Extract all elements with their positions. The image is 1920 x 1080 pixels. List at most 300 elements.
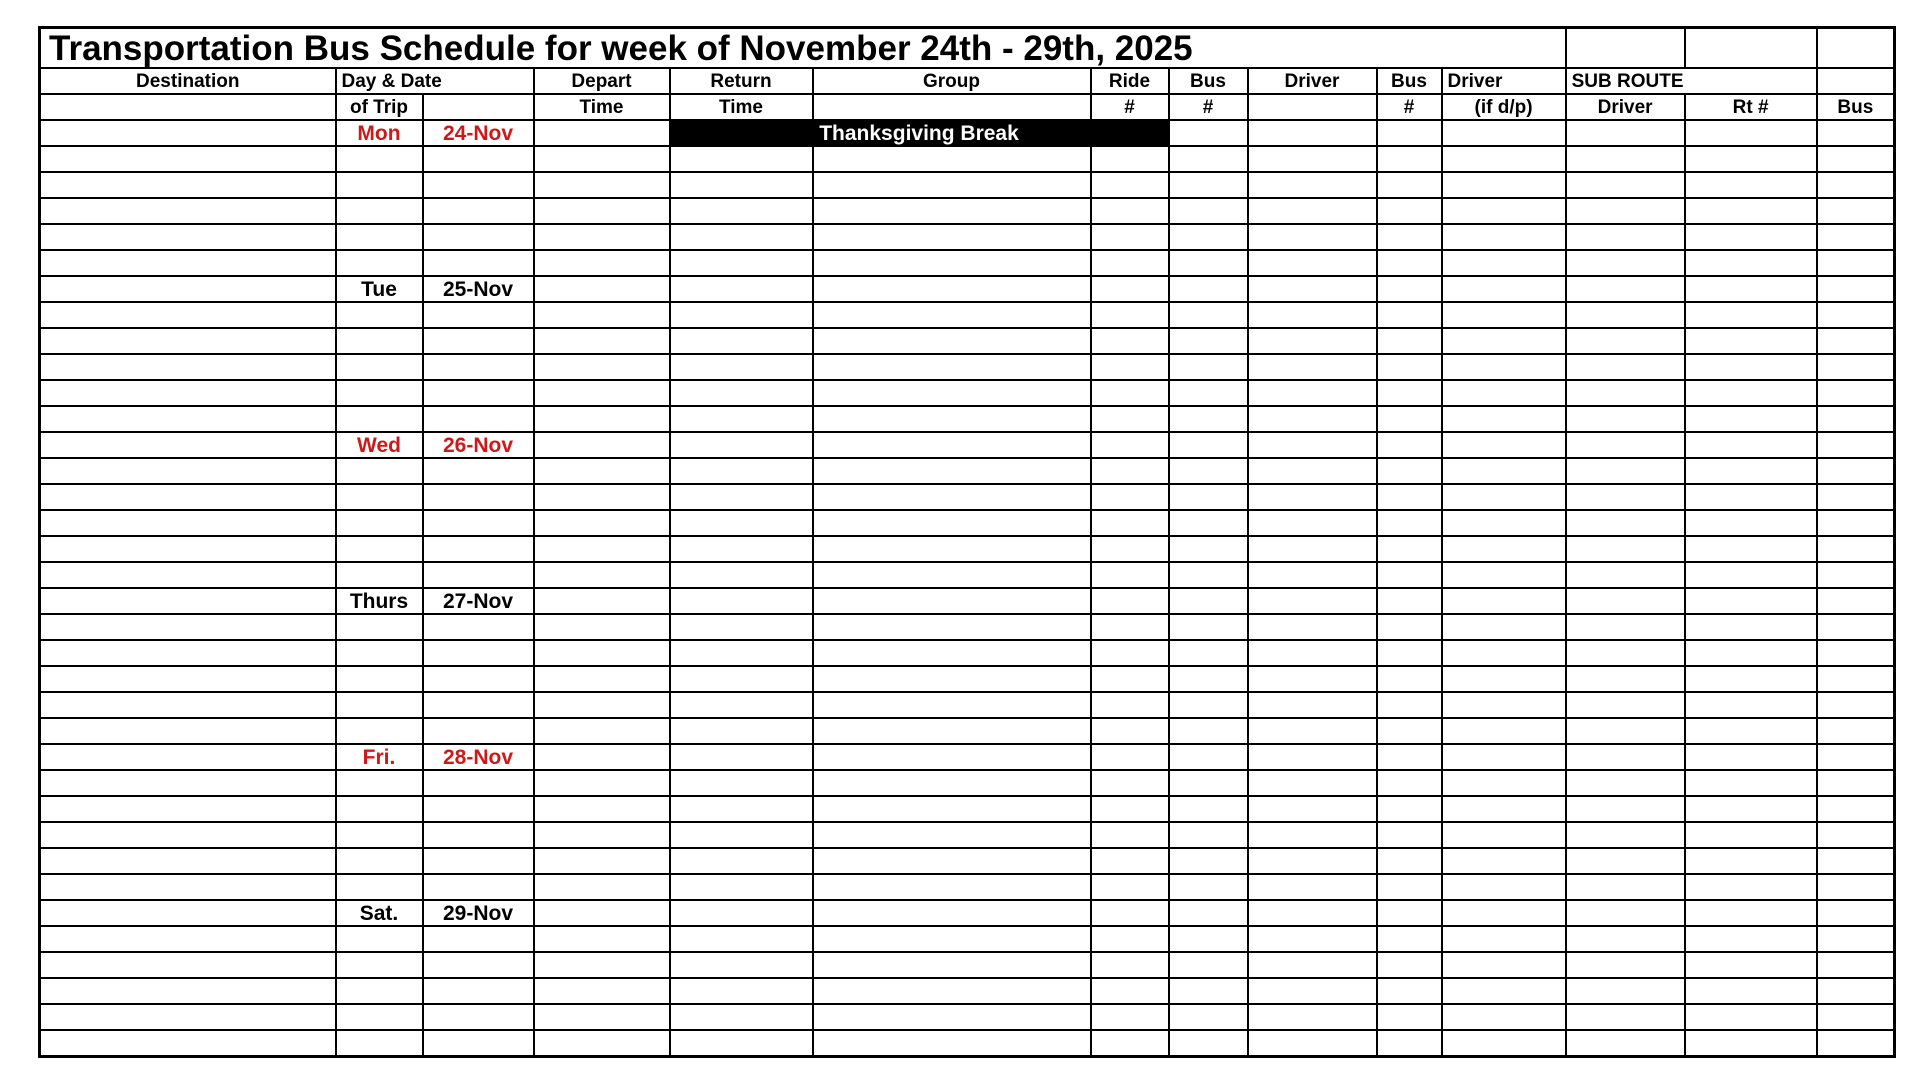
bus-number-cell[interactable] [1169, 302, 1248, 328]
sub-bus-cell[interactable] [1817, 874, 1895, 900]
day-cell[interactable] [336, 614, 423, 640]
driver-cell[interactable] [1248, 172, 1377, 198]
sub-bus-cell[interactable] [1817, 1030, 1895, 1057]
ride-number-cell[interactable] [1091, 510, 1169, 536]
driver-2-cell[interactable] [1442, 536, 1566, 562]
ride-number-cell[interactable] [1091, 276, 1169, 302]
destination-cell[interactable] [40, 874, 336, 900]
sub-route-number-cell[interactable] [1685, 718, 1817, 744]
sub-driver-cell[interactable] [1566, 354, 1685, 380]
sub-route-number-cell[interactable] [1685, 848, 1817, 874]
sub-bus-cell[interactable] [1817, 172, 1895, 198]
group-cell[interactable] [813, 978, 1091, 1004]
destination-cell[interactable] [40, 926, 336, 952]
bus-number-cell[interactable] [1169, 406, 1248, 432]
ride-number-cell[interactable] [1091, 796, 1169, 822]
bus-2-number-cell[interactable] [1377, 380, 1442, 406]
driver-2-cell[interactable] [1442, 458, 1566, 484]
driver-cell[interactable] [1248, 120, 1377, 146]
destination-cell[interactable] [40, 848, 336, 874]
bus-number-cell[interactable] [1169, 432, 1248, 458]
day-cell[interactable] [336, 458, 423, 484]
depart-time-cell[interactable] [534, 406, 670, 432]
bus-number-cell[interactable] [1169, 926, 1248, 952]
date-cell[interactable] [423, 458, 534, 484]
bus-2-number-cell[interactable] [1377, 770, 1442, 796]
return-time-cell[interactable] [670, 900, 813, 926]
sub-bus-cell[interactable] [1817, 536, 1895, 562]
driver-2-cell[interactable] [1442, 952, 1566, 978]
bus-number-cell[interactable] [1169, 666, 1248, 692]
return-time-cell[interactable] [670, 588, 813, 614]
ride-number-cell[interactable] [1091, 692, 1169, 718]
bus-number-cell[interactable] [1169, 952, 1248, 978]
sub-driver-cell[interactable] [1566, 510, 1685, 536]
bus-number-cell[interactable] [1169, 380, 1248, 406]
destination-cell[interactable] [40, 484, 336, 510]
destination-cell[interactable] [40, 718, 336, 744]
date-cell[interactable] [423, 146, 534, 172]
sub-route-number-cell[interactable] [1685, 484, 1817, 510]
bus-number-cell[interactable] [1169, 770, 1248, 796]
sub-driver-cell[interactable] [1566, 250, 1685, 276]
date-cell[interactable] [423, 172, 534, 198]
destination-cell[interactable] [40, 432, 336, 458]
date-cell[interactable] [423, 354, 534, 380]
sub-bus-cell[interactable] [1817, 796, 1895, 822]
destination-cell[interactable] [40, 770, 336, 796]
sub-bus-cell[interactable] [1817, 250, 1895, 276]
depart-time-cell[interactable] [534, 952, 670, 978]
title-blank-cell[interactable] [1566, 28, 1685, 69]
sub-bus-cell[interactable] [1817, 224, 1895, 250]
day-cell[interactable] [336, 146, 423, 172]
group-cell[interactable] [813, 666, 1091, 692]
bus-number-cell[interactable] [1169, 536, 1248, 562]
date-cell[interactable] [423, 484, 534, 510]
depart-time-cell[interactable] [534, 432, 670, 458]
destination-cell[interactable] [40, 588, 336, 614]
sub-bus-cell[interactable] [1817, 484, 1895, 510]
bus-number-cell[interactable] [1169, 718, 1248, 744]
sub-driver-cell[interactable] [1566, 146, 1685, 172]
sub-route-number-cell[interactable] [1685, 562, 1817, 588]
driver-cell[interactable] [1248, 536, 1377, 562]
destination-cell[interactable] [40, 198, 336, 224]
bus-2-number-cell[interactable] [1377, 614, 1442, 640]
ride-number-cell[interactable] [1091, 900, 1169, 926]
bus-number-cell[interactable] [1169, 120, 1248, 146]
sub-driver-cell[interactable] [1566, 536, 1685, 562]
driver-cell[interactable] [1248, 562, 1377, 588]
bus-number-cell[interactable] [1169, 978, 1248, 1004]
group-cell[interactable] [813, 692, 1091, 718]
date-cell[interactable] [423, 770, 534, 796]
day-cell[interactable] [336, 536, 423, 562]
destination-cell[interactable] [40, 692, 336, 718]
driver-2-cell[interactable] [1442, 406, 1566, 432]
date-cell[interactable] [423, 250, 534, 276]
sub-driver-cell[interactable] [1566, 458, 1685, 484]
return-time-cell[interactable] [670, 614, 813, 640]
sub-route-number-cell[interactable] [1685, 900, 1817, 926]
bus-2-number-cell[interactable] [1377, 666, 1442, 692]
sub-driver-cell[interactable] [1566, 588, 1685, 614]
return-time-cell[interactable] [670, 770, 813, 796]
destination-cell[interactable] [40, 536, 336, 562]
return-time-cell[interactable] [670, 536, 813, 562]
ride-number-cell[interactable] [1091, 640, 1169, 666]
return-time-cell[interactable] [670, 484, 813, 510]
sub-driver-cell[interactable] [1566, 770, 1685, 796]
sub-bus-cell[interactable] [1817, 276, 1895, 302]
driver-cell[interactable] [1248, 250, 1377, 276]
ride-number-cell[interactable] [1091, 562, 1169, 588]
driver-cell[interactable] [1248, 380, 1377, 406]
depart-time-cell[interactable] [534, 640, 670, 666]
destination-cell[interactable] [40, 640, 336, 666]
ride-number-cell[interactable] [1091, 146, 1169, 172]
destination-cell[interactable] [40, 978, 336, 1004]
ride-number-cell[interactable] [1091, 224, 1169, 250]
sub-route-number-cell[interactable] [1685, 432, 1817, 458]
destination-cell[interactable] [40, 666, 336, 692]
sub-driver-cell[interactable] [1566, 302, 1685, 328]
sub-route-number-cell[interactable] [1685, 354, 1817, 380]
return-time-cell[interactable] [670, 380, 813, 406]
sub-route-number-cell[interactable] [1685, 510, 1817, 536]
ride-number-cell[interactable] [1091, 406, 1169, 432]
depart-time-cell[interactable] [534, 926, 670, 952]
sub-bus-cell[interactable] [1817, 380, 1895, 406]
sub-driver-cell[interactable] [1566, 432, 1685, 458]
group-cell[interactable] [813, 406, 1091, 432]
depart-time-cell[interactable] [534, 744, 670, 770]
ride-number-cell[interactable] [1091, 744, 1169, 770]
ride-number-cell[interactable] [1091, 1030, 1169, 1057]
return-time-cell[interactable] [670, 796, 813, 822]
depart-time-cell[interactable] [534, 120, 670, 146]
bus-2-number-cell[interactable] [1377, 900, 1442, 926]
bus-2-number-cell[interactable] [1377, 432, 1442, 458]
driver-2-cell[interactable] [1442, 302, 1566, 328]
depart-time-cell[interactable] [534, 172, 670, 198]
date-cell[interactable] [423, 198, 534, 224]
date-cell[interactable] [423, 874, 534, 900]
group-cell[interactable] [813, 562, 1091, 588]
return-time-cell[interactable] [670, 224, 813, 250]
driver-2-cell[interactable] [1442, 900, 1566, 926]
bus-2-number-cell[interactable] [1377, 926, 1442, 952]
group-cell[interactable] [813, 172, 1091, 198]
sub-route-number-cell[interactable] [1685, 276, 1817, 302]
date-cell[interactable] [423, 718, 534, 744]
group-cell[interactable] [813, 380, 1091, 406]
day-cell[interactable] [336, 1004, 423, 1030]
bus-2-number-cell[interactable] [1377, 250, 1442, 276]
sub-driver-cell[interactable] [1566, 198, 1685, 224]
sub-bus-cell[interactable] [1817, 1004, 1895, 1030]
group-cell[interactable] [813, 510, 1091, 536]
sub-route-number-cell[interactable] [1685, 536, 1817, 562]
group-cell[interactable] [813, 484, 1091, 510]
depart-time-cell[interactable] [534, 1004, 670, 1030]
bus-2-number-cell[interactable] [1377, 874, 1442, 900]
day-cell[interactable] [336, 848, 423, 874]
group-cell[interactable] [813, 1004, 1091, 1030]
driver-2-cell[interactable] [1442, 1004, 1566, 1030]
sub-bus-cell[interactable] [1817, 822, 1895, 848]
group-cell[interactable] [813, 822, 1091, 848]
date-cell[interactable] [423, 562, 534, 588]
bus-number-cell[interactable] [1169, 874, 1248, 900]
date-cell[interactable] [423, 692, 534, 718]
sub-route-number-cell[interactable] [1685, 380, 1817, 406]
sub-bus-cell[interactable] [1817, 666, 1895, 692]
return-time-cell[interactable] [670, 250, 813, 276]
ride-number-cell[interactable] [1091, 588, 1169, 614]
bus-number-cell[interactable] [1169, 900, 1248, 926]
bus-2-number-cell[interactable] [1377, 796, 1442, 822]
group-cell[interactable] [813, 224, 1091, 250]
ride-number-cell[interactable] [1091, 380, 1169, 406]
driver-2-cell[interactable] [1442, 1030, 1566, 1057]
return-time-cell[interactable] [670, 510, 813, 536]
ride-number-cell[interactable] [1091, 926, 1169, 952]
depart-time-cell[interactable] [534, 848, 670, 874]
ride-number-cell[interactable] [1091, 666, 1169, 692]
group-cell[interactable] [813, 302, 1091, 328]
group-cell[interactable] [813, 432, 1091, 458]
return-time-cell[interactable] [670, 822, 813, 848]
group-cell[interactable] [813, 718, 1091, 744]
day-cell[interactable] [336, 354, 423, 380]
day-cell[interactable] [336, 1030, 423, 1057]
driver-cell[interactable] [1248, 978, 1377, 1004]
driver-cell[interactable] [1248, 666, 1377, 692]
day-cell[interactable] [336, 510, 423, 536]
driver-cell[interactable] [1248, 198, 1377, 224]
destination-cell[interactable] [40, 276, 336, 302]
return-time-cell[interactable] [670, 146, 813, 172]
day-cell[interactable] [336, 822, 423, 848]
bus-number-cell[interactable] [1169, 1004, 1248, 1030]
driver-2-cell[interactable] [1442, 198, 1566, 224]
sub-bus-cell[interactable] [1817, 900, 1895, 926]
driver-cell[interactable] [1248, 432, 1377, 458]
sub-bus-cell[interactable] [1817, 354, 1895, 380]
bus-number-cell[interactable] [1169, 458, 1248, 484]
driver-cell[interactable] [1248, 796, 1377, 822]
ride-number-cell[interactable] [1091, 978, 1169, 1004]
return-time-cell[interactable] [670, 640, 813, 666]
bus-2-number-cell[interactable] [1377, 744, 1442, 770]
driver-2-cell[interactable] [1442, 354, 1566, 380]
destination-cell[interactable] [40, 900, 336, 926]
sub-bus-cell[interactable] [1817, 562, 1895, 588]
bus-number-cell[interactable] [1169, 146, 1248, 172]
depart-time-cell[interactable] [534, 276, 670, 302]
date-cell[interactable] [423, 380, 534, 406]
day-cell[interactable] [336, 640, 423, 666]
bus-2-number-cell[interactable] [1377, 692, 1442, 718]
return-time-cell[interactable] [670, 744, 813, 770]
depart-time-cell[interactable] [534, 484, 670, 510]
group-cell[interactable] [813, 1030, 1091, 1057]
bus-2-number-cell[interactable] [1377, 510, 1442, 536]
depart-time-cell[interactable] [534, 198, 670, 224]
day-cell[interactable] [336, 484, 423, 510]
destination-cell[interactable] [40, 302, 336, 328]
group-cell[interactable] [813, 250, 1091, 276]
bus-number-cell[interactable] [1169, 562, 1248, 588]
ride-number-cell[interactable] [1091, 536, 1169, 562]
sub-driver-cell[interactable] [1566, 1004, 1685, 1030]
sub-bus-cell[interactable] [1817, 718, 1895, 744]
sub-driver-cell[interactable] [1566, 172, 1685, 198]
depart-time-cell[interactable] [534, 562, 670, 588]
bus-number-cell[interactable] [1169, 172, 1248, 198]
driver-cell[interactable] [1248, 926, 1377, 952]
destination-cell[interactable] [40, 380, 336, 406]
driver-2-cell[interactable] [1442, 224, 1566, 250]
depart-time-cell[interactable] [534, 146, 670, 172]
sub-route-number-cell[interactable] [1685, 250, 1817, 276]
day-cell[interactable] [336, 926, 423, 952]
driver-2-cell[interactable] [1442, 250, 1566, 276]
day-cell[interactable] [336, 952, 423, 978]
date-cell[interactable] [423, 510, 534, 536]
bus-number-cell[interactable] [1169, 224, 1248, 250]
bus-2-number-cell[interactable] [1377, 562, 1442, 588]
day-cell[interactable] [336, 250, 423, 276]
driver-cell[interactable] [1248, 328, 1377, 354]
destination-cell[interactable] [40, 796, 336, 822]
driver-2-cell[interactable] [1442, 328, 1566, 354]
return-time-cell[interactable] [670, 406, 813, 432]
sub-bus-cell[interactable] [1817, 848, 1895, 874]
sub-driver-cell[interactable] [1566, 484, 1685, 510]
driver-2-cell[interactable] [1442, 692, 1566, 718]
day-cell[interactable] [336, 978, 423, 1004]
bus-2-number-cell[interactable] [1377, 224, 1442, 250]
driver-cell[interactable] [1248, 848, 1377, 874]
return-time-cell[interactable] [670, 718, 813, 744]
depart-time-cell[interactable] [534, 796, 670, 822]
sub-route-number-cell[interactable] [1685, 770, 1817, 796]
depart-time-cell[interactable] [534, 354, 670, 380]
group-cell[interactable] [813, 588, 1091, 614]
sub-bus-cell[interactable] [1817, 458, 1895, 484]
group-cell[interactable] [813, 926, 1091, 952]
ride-number-cell[interactable] [1091, 302, 1169, 328]
sub-driver-cell[interactable] [1566, 1030, 1685, 1057]
return-time-cell[interactable] [670, 432, 813, 458]
destination-cell[interactable] [40, 328, 336, 354]
sub-driver-cell[interactable] [1566, 666, 1685, 692]
group-cell[interactable] [813, 874, 1091, 900]
destination-cell[interactable] [40, 1004, 336, 1030]
ride-number-cell[interactable] [1091, 250, 1169, 276]
sub-bus-cell[interactable] [1817, 978, 1895, 1004]
driver-cell[interactable] [1248, 874, 1377, 900]
group-cell[interactable] [813, 458, 1091, 484]
driver-cell[interactable] [1248, 614, 1377, 640]
driver-cell[interactable] [1248, 1004, 1377, 1030]
date-cell[interactable] [423, 224, 534, 250]
driver-2-cell[interactable] [1442, 822, 1566, 848]
depart-time-cell[interactable] [534, 458, 670, 484]
driver-2-cell[interactable] [1442, 666, 1566, 692]
date-cell[interactable] [423, 1004, 534, 1030]
sub-bus-cell[interactable] [1817, 198, 1895, 224]
sub-driver-cell[interactable] [1566, 276, 1685, 302]
day-cell[interactable] [336, 328, 423, 354]
group-cell[interactable] [813, 770, 1091, 796]
sub-route-number-cell[interactable] [1685, 978, 1817, 1004]
date-cell[interactable] [423, 978, 534, 1004]
ride-number-cell[interactable] [1091, 1004, 1169, 1030]
destination-cell[interactable] [40, 250, 336, 276]
ride-number-cell[interactable] [1091, 614, 1169, 640]
driver-cell[interactable] [1248, 744, 1377, 770]
bus-2-number-cell[interactable] [1377, 978, 1442, 1004]
driver-cell[interactable] [1248, 146, 1377, 172]
bus-2-number-cell[interactable] [1377, 536, 1442, 562]
sub-bus-cell[interactable] [1817, 406, 1895, 432]
bus-2-number-cell[interactable] [1377, 198, 1442, 224]
destination-cell[interactable] [40, 120, 336, 146]
destination-cell[interactable] [40, 614, 336, 640]
date-cell[interactable] [423, 952, 534, 978]
day-cell[interactable] [336, 718, 423, 744]
date-cell[interactable] [423, 796, 534, 822]
return-time-cell[interactable] [670, 172, 813, 198]
sub-route-number-cell[interactable] [1685, 198, 1817, 224]
bus-2-number-cell[interactable] [1377, 848, 1442, 874]
sub-bus-cell[interactable] [1817, 692, 1895, 718]
sub-driver-cell[interactable] [1566, 952, 1685, 978]
sub-driver-cell[interactable] [1566, 718, 1685, 744]
driver-2-cell[interactable] [1442, 796, 1566, 822]
sub-route-number-cell[interactable] [1685, 692, 1817, 718]
driver-cell[interactable] [1248, 510, 1377, 536]
driver-2-cell[interactable] [1442, 744, 1566, 770]
sub-route-number-cell[interactable] [1685, 796, 1817, 822]
date-cell[interactable] [423, 536, 534, 562]
sub-driver-cell[interactable] [1566, 562, 1685, 588]
sub-bus-cell[interactable] [1817, 926, 1895, 952]
return-time-cell[interactable] [670, 562, 813, 588]
bus-number-cell[interactable] [1169, 588, 1248, 614]
ride-number-cell[interactable] [1091, 458, 1169, 484]
group-cell[interactable] [813, 198, 1091, 224]
driver-cell[interactable] [1248, 406, 1377, 432]
bus-2-number-cell[interactable] [1377, 354, 1442, 380]
sub-driver-cell[interactable] [1566, 120, 1685, 146]
day-cell[interactable] [336, 406, 423, 432]
date-cell[interactable] [423, 302, 534, 328]
sub-driver-cell[interactable] [1566, 900, 1685, 926]
bus-2-number-cell[interactable] [1377, 588, 1442, 614]
return-time-cell[interactable] [670, 952, 813, 978]
driver-2-cell[interactable] [1442, 432, 1566, 458]
driver-2-cell[interactable] [1442, 640, 1566, 666]
sub-route-number-cell[interactable] [1685, 302, 1817, 328]
bus-2-number-cell[interactable] [1377, 822, 1442, 848]
group-cell[interactable] [813, 146, 1091, 172]
depart-time-cell[interactable] [534, 302, 670, 328]
